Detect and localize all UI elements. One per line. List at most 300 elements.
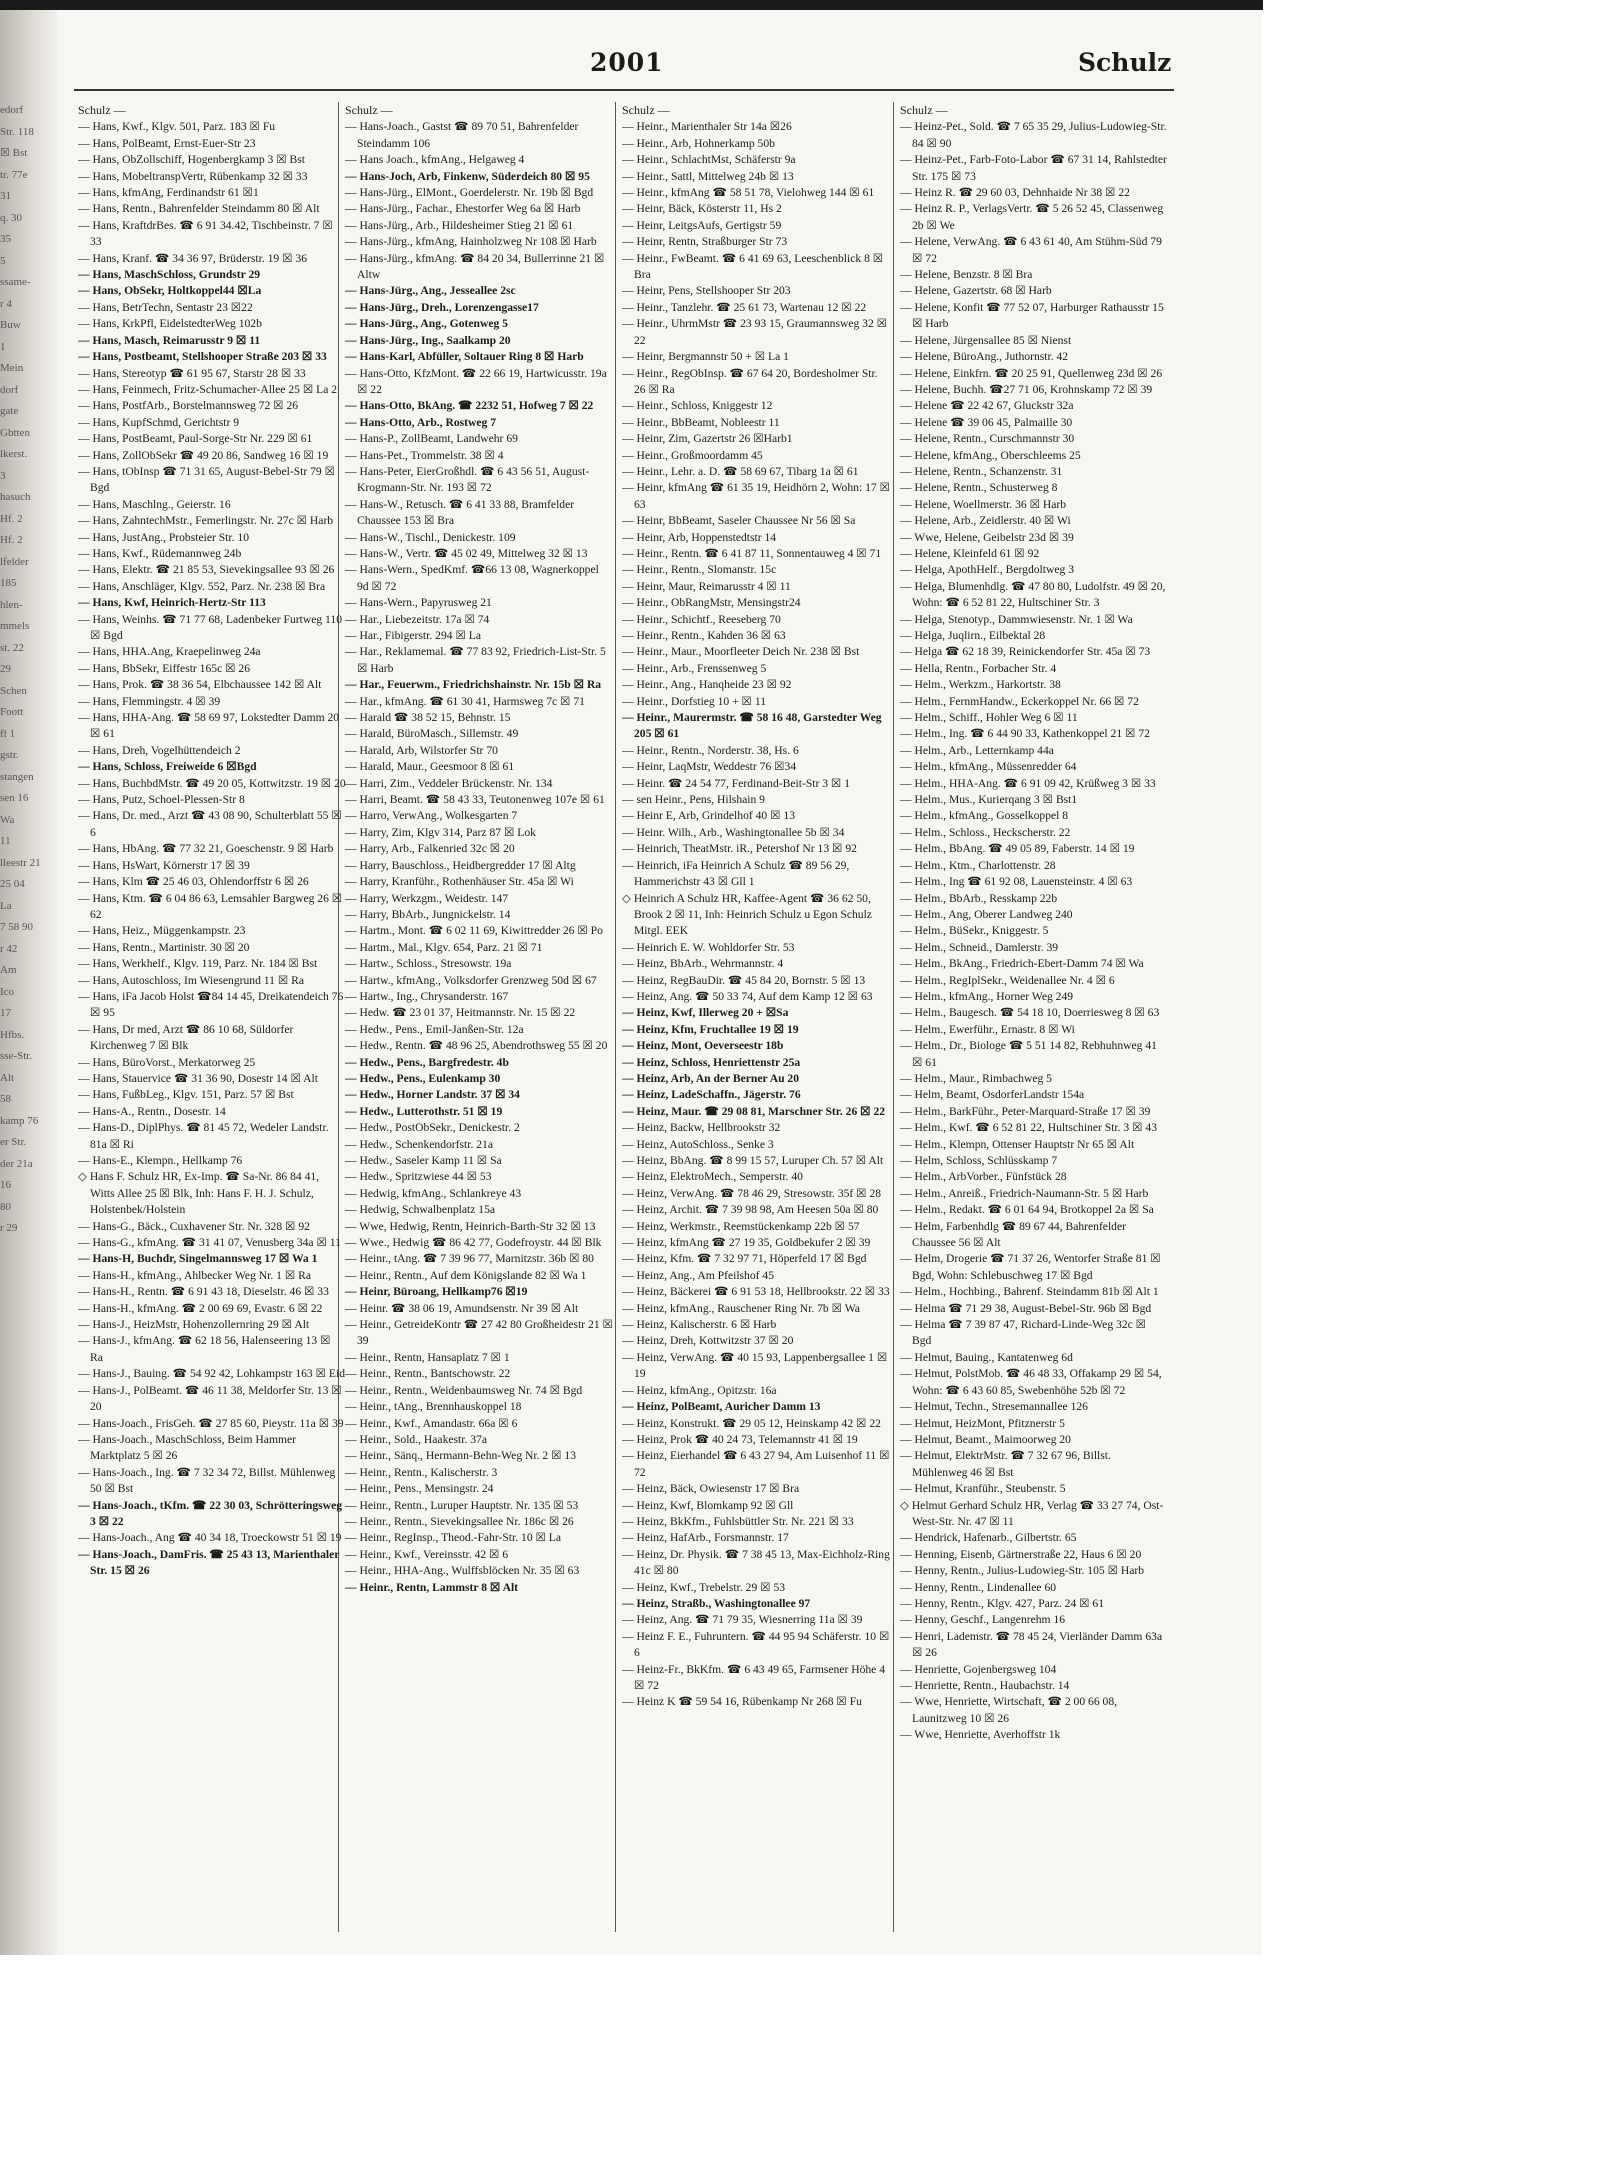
directory-entry: — Har., Fibigerstr. 294 ☒ La	[345, 629, 481, 642]
directory-entry: — Heinr., Rentn., Sievekingsallee Nr. 186c ☒ 26	[345, 1514, 574, 1528]
directory-entry: — Heinz, Straßb., Washingtonallee 97	[622, 1596, 811, 1610]
fragment-line: gate	[0, 405, 19, 417]
directory-entry: — Heinz, Backw, Hellbrookstr 32	[622, 1121, 781, 1135]
fragment-line: Ico	[0, 985, 15, 998]
directory-entry: — Hans-H., kfmAng., Ahlbecker Weg Nr. 1 ☒ Ra	[78, 1268, 312, 1282]
fragment-line: der 21a	[0, 1157, 33, 1170]
directory-entry: — Heinz, Maur. ☎ 29 08 81, Marschner Str. 26 ☒ 22	[622, 1104, 886, 1118]
directory-entry: — Harry, Arb., Falkenried 32c ☒ 20	[345, 842, 515, 856]
directory-entry: — Heinr., Arb., Frenssenweg 5	[622, 661, 767, 675]
directory-entry: — Helm., Schiff., Hohler Weg 6 ☒ 11	[900, 711, 1078, 725]
directory-entry: — Heinz, Bäck, Owiesenstr 17 ☒ Bra	[622, 1482, 800, 1496]
directory-entry: — Helm., Werkzm., Harkortstr. 38	[900, 678, 1061, 692]
directory-entry: — Harry, Kranführ., Rothenhäuser Str. 45a ☒ Wi	[345, 875, 574, 889]
directory-entry: — Hedw., Spritzwiese 44 ☒ 53	[345, 1170, 492, 1184]
directory-entry: — Hans-Karl, Abfüller, Soltauer Ring 8 ☒ Harb	[345, 350, 584, 364]
fragment-line: edorf	[0, 104, 24, 116]
directory-entry: — Hans, PostBeamt, Paul-Sorge-Str Nr. 229 ☒ 61	[78, 432, 313, 446]
directory-entry: — Helm., Mus., Kurierqang 3 ☒ Bst1	[900, 793, 1078, 807]
directory-entry: — Hans-H., Rentn. ☎ 6 91 43 18, Dieselstr. 46 ☒ 33	[78, 1285, 329, 1299]
fragment-line: q. 30	[0, 211, 22, 224]
directory-entry: — Harald, Arb, Wilstorfer Str 70	[345, 743, 498, 757]
directory-entry: — Heinr., Rentn., Slomanstr. 15c	[622, 563, 777, 577]
directory-entry: — Hans-E., Klempn., Hellkamp 76	[78, 1154, 243, 1167]
directory-entry: — Har., kfmAng. ☎ 61 30 41, Harmsweg 7c ☒ 71	[345, 694, 585, 708]
directory-entry: — Hans, Kranf. ☎ 34 36 97, Brüderstr. 19 ☒ 36	[78, 251, 307, 265]
directory-entry: — Heinz, Archit. ☎ 7 39 98 98, Am Heesen 50a ☒ 80	[622, 1203, 879, 1217]
directory-entry: — Hans, BuchbdMstr. ☎ 49 20 05, Kottwitzstr. 19 ☒ 20	[78, 776, 346, 790]
column-heading: Schulz —	[345, 103, 393, 117]
fragment-line: La	[0, 899, 12, 912]
directory-entry: — Heinr, Büroang, Hellkamp76 ☒19	[345, 1285, 528, 1299]
directory-entry: — Hans-Jürg., Arb., Hildesheimer Stieg 21 ☒ 61	[345, 218, 574, 232]
directory-entry: — Heinr., Kwf., Amandastr. 66a ☒ 6	[345, 1416, 518, 1430]
directory-entry: — Heinr., kfmAng ☎ 58 51 78, Vielohweg 144 ☒ 61	[622, 186, 875, 200]
directory-entry: — Helm., BüSekr., Kniggestr. 5	[900, 924, 1049, 938]
directory-entry: — Heinz, Eierhandel ☎ 6 43 27 94, Am Luisenhof 11 ☒ 72	[622, 1449, 890, 1479]
directory-entry: — Heinr. ☎ 24 54 77, Ferdinand-Beit-Str 3 ☒ 1	[622, 776, 851, 790]
directory-entry: — Hartm., Mal., Klgv. 654, Parz. 21 ☒ 71	[345, 940, 543, 954]
directory-entry: — Hans Joach., kfmAng., Helgaweg 4	[345, 153, 525, 167]
directory-entry: — Helm., kfmAng., Horner Weg 249	[900, 989, 1074, 1003]
directory-entry: — Helma ☎ 71 29 38, August-Bebel-Str. 96b ☒ Bgd	[900, 1301, 1152, 1315]
directory-entry: — Helm., Baugesch. ☎ 54 18 10, Doerriesweg 8 ☒ 63	[900, 1006, 1160, 1020]
directory-entry: — Heinz, BkKfm., Fuhlsbüttler Str. Nr. 221 ☒ 33	[622, 1514, 854, 1528]
directory-entry: — Heinr., Lehr. a. D. ☎ 58 69 67, Tibarg 1a ☒ 61	[622, 464, 859, 478]
directory-entry: — Heinz, Kalischerstr. 6 ☒ Harb	[622, 1318, 777, 1332]
directory-entry: — Heinz, Kwf, Illerweg 20 + ☒Sa	[622, 1006, 789, 1020]
fragment-line: er Str.	[0, 1136, 27, 1148]
directory-entry: — Hedw., Pens., Eulenkamp 30	[345, 1071, 501, 1085]
directory-entry: — Hedw., Pens., Emil-Janßen-Str. 12a	[345, 1022, 524, 1036]
directory-entry: — Helm., Kwf. ☎ 6 52 81 22, Hultschiner Str. 3 ☒ 43	[900, 1121, 1158, 1135]
directory-entry: — Hans, Putz, Schoel-Plessen-Str 8	[78, 793, 245, 807]
directory-entry: — Heinz, Konstrukt. ☎ 29 05 12, Heinskamp 42 ☒ 22	[622, 1416, 881, 1430]
directory-entry: — Heinr, LaqMstr, Weddestr 76 ☒34	[622, 760, 797, 774]
directory-entry: — Helm., Schneid., Damlerstr. 39	[900, 940, 1059, 954]
fragment-line: 80	[0, 1200, 11, 1213]
directory-entry: — Heinz, Werkmstr., Reemstückenkamp 22b ☒ 57	[622, 1219, 860, 1233]
directory-entry: — Harro, VerwAng., Wolkesgarten 7	[345, 809, 518, 823]
directory-entry: — Heinr., GetreideKontr ☎ 27 42 80 Großheidestr 21 ☒ 39	[345, 1318, 613, 1348]
directory-entry: — Hella, Rentn., Forbacher Str. 4	[900, 661, 1057, 675]
directory-entry: — Heinr., Rentn. ☎ 6 41 87 11, Sonnentauweg 4 ☒ 71	[622, 546, 882, 560]
directory-entry: — Hans, iFa Jacob Holst ☎84 14 45, Dreikatendeich 76 ☒ 95	[78, 989, 344, 1020]
directory-entry: — Hans, Elektr. ☎ 21 85 53, Sievekingsallee 93 ☒ 26	[78, 563, 335, 577]
directory-entry: — Heinz, Bäckerei ☎ 6 91 53 18, Hellbrookstr. 22 ☒ 33	[622, 1285, 890, 1299]
directory-entry: — Heinz, BbArb., Wehrmannstr. 4	[622, 957, 784, 971]
directory-entry: — Heinz, Kfm, Fruchtallee 19 ☒ 19	[622, 1022, 799, 1036]
directory-entry: — Hans-Joch, Arb, Finkenw, Süderdeich 80 ☒ 95	[345, 169, 590, 183]
directory-entry: — Hans-Jürg., Fachar., Ehestorfer Weg 6a ☒ Harb	[345, 202, 581, 216]
directory-entry: — Helene, Gazertstr. 68 ☒ Harb	[900, 284, 1052, 298]
directory-entry: — Heinr., Rentn., Norderstr. 38, Hs. 6	[622, 743, 799, 757]
directory-entry: — Hans, Feinmech, Fritz-Schumacher-Allee 25 ☒ La 2	[78, 382, 338, 396]
directory-entry: ◇ Hans F. Schulz HR, Ex-Imp. ☎ Sa-Nr. 86 84 41, Witts Allee 25 ☒ Blk, Inh: Hans F. H. J. Schulz, Holstenbek/Holstein	[78, 1170, 320, 1217]
directory-entry: — Heinz, Kwf., Trebelstr. 29 ☒ 53	[622, 1580, 786, 1594]
fragment-line: lleestr 21	[0, 856, 41, 869]
directory-entry: — Helm, Drogerie ☎ 71 37 26, Wentorfer Straße 81 ☒ Bgd, Wohn: Schlebuschweg 17 ☒ Bgd	[900, 1252, 1161, 1282]
directory-entry: — Harry, Bauschloss., Heidbergredder 17 ☒ Altg	[345, 858, 576, 872]
directory-entry: — Heinz, HafArb., Forsmannstr. 17	[622, 1531, 789, 1545]
directory-entry: — Heinz F. E., Fuhruntern. ☎ 44 95 94 Schäferstr. 10 ☒ 6	[622, 1629, 890, 1660]
directory-entry: — Heinz, LadeSchaffn., Jägerstr. 76	[622, 1088, 801, 1102]
directory-entry: — Hans, KupfSchmd, Gerichtstr 9	[78, 415, 239, 429]
directory-entry: — Henriette, Rentn., Haubachstr. 14	[900, 1679, 1070, 1692]
directory-entry: — Heinr E, Arb, Grindelhof 40 ☒ 13	[622, 809, 796, 823]
directory-entry: — Heinz, Dreh, Kottwitzstr 37 ☒ 20	[622, 1334, 794, 1348]
directory-entry: — Helga, Blumenhdlg. ☎ 47 80 80, Ludolfstr. 49 ☒ 20, Wohn: ☎ 6 52 81 22, Hultschiner Str. 3	[900, 579, 1166, 610]
fragment-line: Mein	[0, 362, 24, 374]
directory-entry: — Hans, Prok. ☎ 38 36 54, Elbchaussee 142 ☒ Alt	[78, 678, 322, 692]
fragment-line: r 29	[0, 1222, 18, 1234]
directory-entry: — Helm., BarkFühr., Peter-Marquard-Straße 17 ☒ 39	[900, 1104, 1151, 1118]
directory-entry: — Hans-Jürg., Dreh., Lorenzengasse17	[345, 300, 539, 314]
directory-entry: — Hans, BbSekr, Eiffestr 165c ☒ 26	[78, 661, 251, 675]
directory-entry: — Helmut, ElektrMstr. ☎ 7 32 67 96, Billst. Mühlenweg 46 ☒ Bst	[900, 1449, 1111, 1479]
directory-entry: — Hans, kfmAng, Ferdinandstr 61 ☒1	[78, 186, 259, 200]
fragment-line: fl 1	[0, 727, 15, 740]
directory-entry: — Heinz, Mont, Oeverseestr 18b	[622, 1039, 784, 1053]
directory-entry: — Heinr, BbBeamt, Saseler Chaussee Nr 56 ☒ Sa	[622, 514, 856, 528]
fragment-line: 3	[0, 469, 6, 482]
fragment-line: 17	[0, 1007, 11, 1019]
directory-entry: — Hans, Dreh, Vogelhüttendeich 2	[78, 743, 241, 757]
directory-entry: — Hans-D., DiplPhys. ☎ 81 45 72, Wedeler Landstr. 81a ☒ Ri	[78, 1121, 329, 1151]
fragment-line: kamp 76	[0, 1114, 39, 1127]
directory-entry: — Heinz-Pet., Sold. ☎ 7 65 35 29, Julius-Ludowieg-Str. 84 ☒ 90	[900, 120, 1167, 150]
directory-entry: — Heinr., Dorfstieg 10 + ☒ 11	[622, 694, 767, 708]
directory-entry: — Helm., Dr., Biologe ☎ 5 51 14 82, Rebhuhnweg 41 ☒ 61	[900, 1039, 1157, 1069]
header-rule	[74, 89, 1174, 91]
directory-entry: — Heinr, Arb, Hoppenstedtstr 14	[622, 530, 777, 544]
directory-entry: — Heinz, BbAng. ☎ 8 99 15 57, Luruper Ch. 57 ☒ Alt	[622, 1154, 884, 1167]
fragment-line: 11	[0, 835, 11, 847]
directory-entry: — Helene ☎ 39 06 45, Palmaille 30	[900, 415, 1073, 429]
directory-entry: — Harri, Beamt. ☎ 58 43 33, Teutonenweg 107e ☒ 61	[345, 793, 605, 807]
directory-entry: — Heinr, LeitgsAufs, Gertigstr 59	[622, 218, 782, 232]
fragment-line: ☒ Bst	[0, 147, 28, 159]
directory-entry: — Helm., Klempn, Ottenser Hauptstr Nr 65 ☒ Alt	[900, 1137, 1135, 1151]
directory-entry: — Hans, Flemmingstr. 4 ☒ 39	[78, 694, 221, 708]
directory-entry: — Heinr., Maurermstr. ☎ 58 16 48, Garstedter Weg 205 ☒ 61	[622, 711, 882, 741]
directory-entry: — Helm, Schloss, Schlüsskamp 7	[900, 1154, 1058, 1167]
directory-entry: — Henri, Lademstr. ☎ 78 45 24, Vierländer Damm 63a ☒ 26	[900, 1629, 1163, 1660]
directory-entry: — Heinz, Ang. ☎ 71 79 35, Wiesnerring 11a ☒ 39	[622, 1613, 863, 1627]
directory-entry: — Hedwig, kfmAng., Schlankreye 43	[345, 1186, 522, 1200]
fragment-line: 35	[0, 233, 11, 245]
fragment-line: Wa	[0, 813, 15, 826]
directory-entry: — Helm., Schloss., Heckscherstr. 22	[900, 825, 1071, 839]
directory-entry: — Helene, Rentn., Schusterweg 8	[900, 481, 1058, 495]
directory-entry: — Helene, Rentn., Curschmannstr 30	[900, 432, 1075, 446]
directory-entry: — Hans-A., Rentn., Dosestr. 14	[78, 1104, 226, 1118]
directory-entry: — Hans-Jürg., kfmAng. ☎ 84 20 34, Bullerrinne 21 ☒ Altw	[345, 251, 605, 282]
directory-entry: — Heinr., Pens., Mensingstr. 24	[345, 1482, 494, 1496]
fragment-line: Gbtten	[0, 426, 30, 439]
directory-entry: — Hans, HHA.Ang, Kraepelinweg 24a	[78, 645, 261, 659]
directory-entry: — Heinz, PolBeamt, Auricher Damm 13	[622, 1400, 821, 1414]
directory-entry: — Hans-Joach., MaschSchloss, Beim Hammer Marktplatz 5 ☒ 26	[78, 1432, 296, 1463]
directory-entry: — Hans-Joach., tKfm. ☎ 22 30 03, Schrötteringsweg 3 ☒ 22	[78, 1498, 343, 1528]
directory-entry: — Heinr., Großmoordamm 45	[622, 448, 763, 462]
directory-entry: — Helm., Maur., Rimbachweg 5	[900, 1071, 1052, 1085]
directory-entry: — Helm., RegIplSekr., Weidenallee Nr. 4 ☒ 6	[900, 973, 1115, 987]
directory-entry: — Heinr., UhrmMstr ☎ 23 93 15, Graumannsweg 32 ☒ 22	[622, 317, 888, 347]
directory-entry: — Hans-Joach., Ing. ☎ 7 32 34 72, Billst. Mühlenweg 50 ☒ Bst	[78, 1465, 336, 1496]
directory-entry: — Heinz K ☎ 59 54 16, Rübenkamp Nr 268 ☒ Fu	[622, 1695, 862, 1709]
directory-entry: — Henriette, Gojenbergsweg 104	[900, 1662, 1057, 1676]
directory-entry: — Helga ☎ 62 18 39, Reinickendorfer Str. 45a ☒ 73	[900, 645, 1151, 659]
directory-entry: — Helga, Juqlirn., Eilbektal 28	[900, 629, 1046, 642]
directory-entry: — Hartw., kfmAng., Volksdorfer Grenzweg 50d ☒ 67	[345, 973, 597, 987]
directory-entry: — Henny, Geschf., Langenrehm 16	[900, 1613, 1066, 1627]
directory-entry: — Helm., ArbVorber., Fünfstück 28	[900, 1170, 1067, 1184]
previous-page-fragments	[0, 100, 62, 1930]
directory-entry: — Heinz, Arb, An der Berner Au 20	[622, 1071, 800, 1085]
directory-entry: — Hans, Schloss, Freiweide 6 ☒Bgd	[78, 760, 257, 774]
directory-entry: — Hans-Otto, KfzMont. ☎ 22 66 19, Hartwicusstr. 19a ☒ 22	[345, 366, 607, 396]
running-head: Schulz	[1078, 48, 1172, 77]
directory-entry: — sen Heinr., Pens, Hilshain 9	[622, 793, 765, 807]
fragment-line: mmels	[0, 620, 30, 632]
directory-entry: — Heinr, Bäck, Kösterstr 11, Hs 2	[622, 202, 782, 216]
directory-entry: — Helm, Farbenhdlg ☎ 89 67 44, Bahrenfelder Chaussee 56 ☒ Alt	[900, 1219, 1126, 1250]
directory-entry: — Hans, tObInsp ☎ 71 31 65, August-Bebel-Str 79 ☒ Bgd	[78, 464, 336, 495]
directory-entry: — Helene, Rentn., Schanzenstr. 31	[900, 464, 1063, 478]
directory-entry: — Hans-Jürg., Ang., Jesseallee 2sc	[345, 284, 516, 298]
directory-entry: — Hedwig, Schwalbenplatz 15a	[345, 1203, 496, 1217]
directory-entry: — Helmut, Bauing., Kantatenweg 6d	[900, 1350, 1073, 1364]
directory-entry: — Helm., Ang, Oberer Landweg 240	[900, 907, 1073, 921]
directory-entry: — Heinr., Arb, Hohnerkamp 50b	[622, 136, 775, 150]
directory-entry: — Hans, ZahntechMstr., Femerlingstr. Nr. 27c ☒ Harb	[78, 514, 334, 528]
directory-entry: — Heinr., Sänq., Hermann-Behn-Weg Nr. 2 ☒ 13	[345, 1449, 576, 1463]
directory-entry: — Hans, Maschlng., Geierstr. 16	[78, 497, 231, 511]
directory-entry: — Hans-G., kfmAng. ☎ 31 41 07, Venusberg 34a ☒ 11	[78, 1236, 341, 1250]
directory-entry: — Helene, Jürgensallee 85 ☒ Nienst	[900, 333, 1072, 347]
directory-entry: — Harry, Zim, Klgv 314, Parz 87 ☒ Lok	[345, 825, 536, 839]
column-heading: Schulz —	[900, 103, 948, 117]
directory-entry: — Hedw., Saseler Kamp 11 ☒ Sa	[345, 1154, 502, 1167]
directory-entry: — Heinrich E. W. Wohldorfer Str. 53	[622, 940, 795, 954]
directory-entry: — Heinr., SchlachtMst, Schäferstr 9a	[622, 153, 796, 167]
directory-entry: — Hans, ObZollschiff, Hogenbergkamp 3 ☒ Bst	[78, 153, 306, 167]
directory-entry: — Heinz, VerwAng. ☎ 40 15 93, Lappenbergsallee 1 ☒ 19	[622, 1350, 888, 1381]
column-heading: Schulz —	[78, 103, 126, 117]
directory-entry: — Harry, BbArb., Jungnickelstr. 14	[345, 907, 511, 921]
directory-entry: — Helene, BüroAng., Juthornstr. 42	[900, 350, 1069, 364]
directory-entry: — Heinr. ☎ 38 06 19, Amundsenstr. Nr 39 ☒ Alt	[345, 1301, 579, 1315]
fragment-line: Am	[0, 964, 17, 976]
directory-entry: — Heinr., RegInsp., Theod.-Fahr-Str. 10 ☒ La	[345, 1531, 562, 1545]
directory-entry: — Helene, Konfit ☎ 77 52 07, Harburger Rathausstr 15 ☒ Harb	[900, 300, 1164, 331]
directory-entry: — Helm., BbAng. ☎ 49 05 89, Faberstr. 14 ☒ 19	[900, 842, 1135, 856]
fragment-line: stangen	[0, 770, 34, 783]
directory-entry: — Helm., HHA-Ang. ☎ 6 91 09 42, Krüßweg 3 ☒ 33	[900, 776, 1156, 790]
fragment-line: Hfbs.	[0, 1028, 25, 1041]
directory-entry: — Heinz, VerwAng. ☎ 78 46 29, Stresowstr. 35f ☒ 28	[622, 1186, 882, 1200]
fragment-line: Str. 118	[0, 125, 34, 138]
directory-entry: — Hedw., Lutterothstr. 51 ☒ 19	[345, 1104, 503, 1118]
directory-entry: — Hans, Stereotyp ☎ 61 95 67, Starstr 28 ☒ 33	[78, 366, 306, 380]
directory-entry: — Hedw., Pens., Bargfredestr. 4b	[345, 1055, 509, 1069]
directory-entry: — Heinr., Marienthaler Str 14a ☒26	[622, 120, 792, 134]
directory-entry: — Hans, Dr med, Arzt ☎ 86 10 68, Süldorfer Kirchenweg 7 ☒ Blk	[78, 1022, 294, 1053]
directory-entry: — Heinr., Maur., Moorfleeter Deich Nr. 238 ☒ Bst	[622, 645, 860, 659]
directory-entry: — Wwe, Helene, Geibelstr 23d ☒ 39	[900, 530, 1074, 544]
directory-entry: — Heinr., Rentn., Weidenbaumsweg Nr. 74 ☒ Bgd	[345, 1383, 583, 1397]
directory-entry: — Heinr., Rentn., Bantschowstr. 22	[345, 1367, 511, 1381]
directory-entry: — Heinr., tAng., Brennhauskoppel 18	[345, 1400, 522, 1414]
fragment-line: r 42	[0, 942, 18, 955]
fragment-line: lkerst.	[0, 448, 28, 460]
column-divider	[615, 102, 616, 1932]
directory-entry: — Heinrich, iFa Heinrich A Schulz ☎ 89 56 29, Hammerichstr 43 ☒ Gll 1	[622, 858, 850, 889]
directory-entry: — Helene, Benzstr. 8 ☒ Bra	[900, 268, 1033, 282]
directory-entry: — Heinz, ElektroMech., Semperstr. 40	[622, 1170, 803, 1184]
fragment-line: ssame-	[0, 276, 31, 288]
directory-column-4	[900, 102, 1168, 1942]
directory-entry: — Heinz, AutoSchloss., Senke 3	[622, 1137, 774, 1151]
directory-entry: — Heinr., FwBeamt. ☎ 6 41 69 63, Leeschenblick 8 ☒ Bra	[622, 251, 884, 282]
directory-entry: — Helene, Buchh. ☎27 71 06, Krohnskamp 72 ☒ 39	[900, 382, 1153, 396]
directory-entry: — Heinz, RegBauDir. ☎ 45 84 20, Bornstr. 5 ☒ 13	[622, 973, 866, 987]
directory-entry: — Helene, VerwAng. ☎ 6 43 61 40, Am Stühm-Süd 79 ☒ 72	[900, 235, 1162, 265]
directory-entry: — Har., Feuerwm., Friedrichshainstr. Nr. 15b ☒ Ra	[345, 678, 602, 692]
directory-entry: — Henny, Rentn., Lindenallee 60	[900, 1580, 1057, 1594]
directory-entry: — Hans-W., Vertr. ☎ 45 02 49, Mittelweg 32 ☒ 13	[345, 546, 588, 560]
directory-entry: — Hans, Postbeamt, Stellshooper Straße 203 ☒ 33	[78, 350, 327, 364]
directory-entry: — Harri, Zim., Veddeler Brückenstr. Nr. 134	[345, 776, 553, 790]
fragment-line: 58	[0, 1093, 11, 1105]
directory-entry: — Heinz, kfmAng., Rauschener Ring Nr. 7b ☒ Wa	[622, 1301, 860, 1315]
directory-entry: — Heinz, Kfm. ☎ 7 32 97 71, Höperfeld 17 ☒ Bgd	[622, 1252, 867, 1266]
directory-entry: — Hans, Rentn., Bahrenfelder Steindamm 80 ☒ Alt	[78, 202, 320, 216]
directory-entry: — Hans-Joach., FrisGeh. ☎ 27 85 60, Pieystr. 11a ☒ 39	[78, 1416, 344, 1430]
directory-entry: — Hartw., Schloss., Stresowstr. 19a	[345, 957, 512, 971]
directory-entry: — Heinz, kfmAng ☎ 27 19 35, Goldbekufer 2 ☒ 39	[622, 1236, 871, 1250]
directory-entry: — Helene, kfmAng., Oberschleems 25	[900, 448, 1081, 462]
directory-entry: — Helm., Anreiß., Friedrich-Naumann-Str. 5 ☒ Harb	[900, 1186, 1149, 1200]
directory-entry: — Helmut, Techn., Stresemannallee 126	[900, 1400, 1088, 1414]
directory-entry: — Hans-Pet., Trommelstr. 38 ☒ 4	[345, 448, 504, 462]
directory-entry: — Heinz-Pet., Farb-Foto-Labor ☎ 67 31 14, Rahlstedter Str. 175 ☒ 73	[900, 153, 1167, 183]
directory-column-3	[622, 102, 890, 1942]
directory-entry: — Harry, Werkzgm., Weidestr. 147	[345, 891, 509, 905]
directory-entry: — Hans-Otto, Arb., Rostweg 7	[345, 415, 497, 429]
directory-entry: — Hans, PostfArb., Borstelmannsweg 72 ☒ 26	[78, 399, 299, 413]
directory-entry: — Hans-J., Bauing. ☎ 54 92 42, Lohkampstr 163 ☒ Eid	[78, 1367, 345, 1381]
fragment-line: 25 04	[0, 878, 25, 890]
directory-entry: — Hans, KrkPfl, EidelstedterWeg 102b	[78, 317, 262, 331]
directory-entry: — Heinz-Fr., BkKfm. ☎ 6 43 49 65, Farmsener Höhe 4 ☒ 72	[622, 1662, 886, 1692]
directory-entry: — Hans-J., kfmAng. ☎ 62 18 56, Halenseering 13 ☒ Ra	[78, 1334, 331, 1364]
directory-entry: — Heinr., Kwf., Vereinsstr. 42 ☒ 6	[345, 1547, 509, 1561]
directory-entry: ◇ Helmut Gerhard Schulz HR, Verlag ☎ 33 27 74, Ost-West-Str. Nr. 47 ☒ 11	[900, 1498, 1164, 1528]
directory-entry: — Wwe, Henriette, Averhoffstr 1k	[900, 1728, 1061, 1742]
directory-entry: — Hans, Kwf, Heinrich-Hertz-Str 113	[78, 596, 266, 610]
directory-entry: — Helm., Ktm., Charlottenstr. 28	[900, 858, 1056, 872]
directory-entry: — Hans, KraftdrBes. ☎ 6 91 34.42, Tischbeinstr. 7 ☒ 33	[78, 218, 333, 249]
column-divider	[893, 102, 894, 1932]
directory-entry: — Helm., FernmHandw., Eckerkoppel Nr. 66 ☒ 72	[900, 694, 1139, 708]
directory-entry: — Heinr., Rentn., Auf dem Königslande 82 ☒ Wa 1	[345, 1268, 587, 1282]
fragment-line: 7 58 90	[0, 921, 33, 933]
directory-entry: — Heinz, Kwf, Blomkamp 92 ☒ Gll	[622, 1498, 794, 1512]
directory-entry: — Heinr., HHA-Ang., Wulffsblöcken Nr. 35 ☒ 63	[345, 1564, 580, 1578]
directory-entry: — Hedw. ☎ 23 01 37, Heitmannstr. Nr. 15 ☒ 22	[345, 1006, 576, 1020]
directory-entry: — Hartw., Ing., Chrysanderstr. 167	[345, 989, 509, 1003]
directory-entry: — Hans, Masch, Reimarusstr 9 ☒ 11	[78, 333, 261, 347]
page-number: 2001	[590, 48, 664, 77]
fragment-line: Hf. 2	[0, 534, 23, 546]
fragment-line: hasuch	[0, 491, 31, 503]
directory-entry: — Hans-Jürg., Ang., Gotenweg 5	[345, 317, 508, 331]
directory-entry: — Hans, HbAng. ☎ 77 32 21, Goeschenstr. 9 ☒ Harb	[78, 842, 334, 856]
directory-column-2	[345, 102, 613, 1942]
fragment-line: sen 16	[0, 792, 29, 804]
fragment-line: Schen	[0, 684, 27, 697]
directory-entry: — Helene ☎ 22 42 67, Gluckstr 32a	[900, 399, 1074, 413]
directory-entry: — Hans, Autoschloss, Im Wiesengrund 11 ☒ Ra	[78, 973, 305, 987]
directory-entry: — Hans, Klm ☎ 25 46 03, Ohlendorffstr 6 ☒ 26	[78, 875, 309, 889]
directory-entry: — Hedw., PostObSekr., Denickestr. 2	[345, 1121, 520, 1135]
directory-entry: — Helma ☎ 7 39 87 47, Richard-Linde-Weg 32c ☒ Bgd	[900, 1318, 1147, 1348]
directory-entry: — Helm., Ing. ☎ 6 44 90 33, Kathenkoppel 21 ☒ 72	[900, 727, 1150, 741]
directory-entry: — Heinrich, TheatMstr. iR., Petershof Nr 13 ☒ 92	[622, 842, 857, 856]
fragment-line: Buw	[0, 319, 21, 331]
directory-entry: — Hans, Stauervice ☎ 31 36 90, Dosestr 14 ☒ Alt	[78, 1071, 318, 1085]
scan-right-margin	[1263, 0, 1600, 2177]
directory-entry: — Heinr., Rentn., Kalischerstr. 3	[345, 1465, 498, 1479]
directory-entry: — Heinr., Tanzlehr. ☎ 25 61 73, Wartenau 12 ☒ 22	[622, 300, 867, 314]
directory-entry: — Hans, ObSekr, Holtkoppel44 ☒La	[78, 284, 262, 298]
directory-entry: — Hans-Wern., Papyrusweg 21	[345, 596, 492, 610]
directory-entry: — Heinr., RegObInsp. ☎ 67 64 20, Bordesholmer Str. 26 ☒ Ra	[622, 366, 878, 396]
directory-entry: — Hans, JustAng., Probsteier Str. 10	[78, 530, 250, 544]
directory-entry: — Heinz, Dr. Physik. ☎ 7 38 45 13, Max-Eichholz-Ring 41c ☒ 80	[622, 1547, 890, 1578]
directory-entry: — Hans-H, Buchdr, Singelmannsweg 17 ☒ Wa 1	[78, 1252, 318, 1266]
directory-entry: — Hans, Kwf., Rüdemannweg 24b	[78, 546, 242, 560]
directory-entry: — Helm., Hochbing., Bahrenf. Steindamm 81b ☒ Alt 1	[900, 1285, 1159, 1299]
directory-page	[0, 10, 1262, 1955]
directory-entry: — Heinz, Schloss, Henriettenstr 25a	[622, 1055, 801, 1069]
directory-entry: — Hedw., Horner Landstr. 37 ☒ 34	[345, 1088, 520, 1102]
fragment-line: r 4	[0, 297, 12, 310]
directory-entry: — Hans, HHA-Ang. ☎ 58 69 97, Lokstedter Damm 20 ☒ 61	[78, 711, 340, 741]
directory-entry: — Henny, Rentn., Klgv. 427, Parz. 24 ☒ 61	[900, 1596, 1105, 1610]
directory-entry: — Harald, Maur., Geesmoor 8 ☒ 61	[345, 760, 515, 774]
fragment-line: 5	[0, 254, 6, 267]
directory-entry: — Heinr., BbBeamt, Nobleestr 11	[622, 415, 780, 429]
directory-entry: — Heinr., Rentn, Hansaplatz 7 ☒ 1	[345, 1350, 510, 1364]
directory-entry: — Helene, Kleinfeld 61 ☒ 92	[900, 546, 1040, 560]
directory-entry: — Hans-Joach., Gastst ☎ 89 70 51, Bahrenfelder Steindamm 106	[345, 120, 579, 150]
directory-column-1	[78, 102, 346, 1942]
directory-entry: — Helga, ApothHelf., Bergdoltweg 3	[900, 563, 1074, 577]
directory-entry: — Hans, Rentn., Martinistr. 30 ☒ 20	[78, 940, 250, 954]
directory-entry: — Heinr., Rentn, Lammstr 8 ☒ Alt	[345, 1580, 519, 1594]
directory-entry: — Wwe, Hedwig, Rentn, Heinrich-Barth-Str 32 ☒ 13	[345, 1219, 596, 1233]
directory-entry: — Heinr., Ang., Hanqheide 23 ☒ 92	[622, 678, 792, 692]
directory-entry: ◇ Heinrich A Schulz HR, Kaffee-Agent ☎ 36 62 50, Brook 2 ☒ 11, Inh: Heinrich Schulz u Egon Schulz Mitgl. EEK	[622, 891, 872, 938]
directory-entry: — Heinz, Ang., Am Pfeilshof 45	[622, 1268, 774, 1282]
directory-entry: — Hans-P., ZollBeamt, Landwehr 69	[345, 432, 518, 446]
directory-entry: — Hans, FußbLeg., Klgv. 151, Parz. 57 ☒ Bst	[78, 1088, 294, 1102]
directory-entry: — Heinr. Wilh., Arb., Washingtonallee 5b ☒ 34	[622, 825, 845, 839]
directory-entry: — Hans, Kwf., Klgv. 501, Parz. 183 ☒ Fu	[78, 120, 276, 134]
